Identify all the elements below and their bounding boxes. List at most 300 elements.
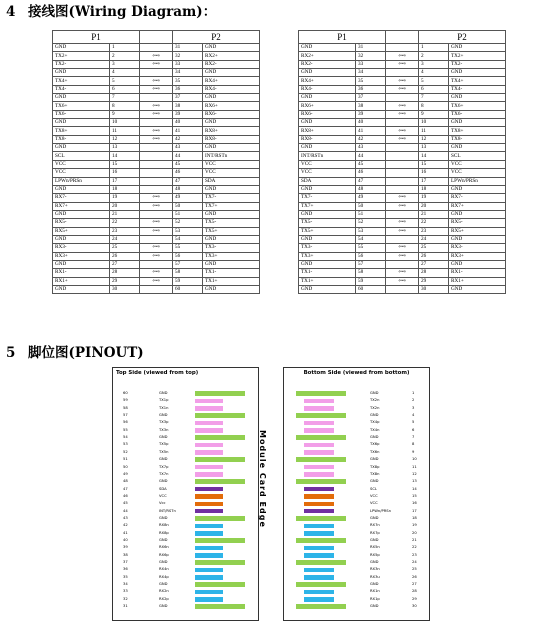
p1-pin: 25 — [110, 244, 140, 252]
gnd-pad — [296, 457, 346, 462]
wiring-row — [299, 260, 506, 268]
wiring-row — [53, 94, 260, 102]
p1-pin: 22 — [110, 219, 140, 227]
p2-pin: 46 — [173, 169, 203, 177]
p1-pin: 54 — [356, 235, 386, 243]
p2-pin: 59 — [173, 277, 203, 285]
pin-name: RX6n — [159, 545, 169, 550]
section-5-heading — [6, 341, 144, 361]
top-side-title: Top Side (viewed from top) — [116, 370, 199, 376]
wiring-table-left — [52, 30, 260, 294]
wiring-row — [53, 194, 260, 202]
pin-name: GND — [370, 457, 379, 462]
pin-number: 44 — [123, 508, 128, 513]
pin-name: RX4p — [159, 574, 169, 579]
gnd-pad — [195, 413, 245, 418]
p1-pin: 45 — [356, 160, 386, 168]
link-arrow: ⇦⇨ — [386, 219, 419, 227]
link-arrow: ⇦⇨ — [386, 52, 419, 60]
p1-pin: 8 — [110, 102, 140, 110]
pin-number: 2 — [412, 398, 415, 403]
p2-pin: 28 — [419, 269, 449, 277]
wiring-row — [53, 127, 260, 135]
p1-signal: RX8- — [299, 135, 356, 143]
link-arrow: ⇦⇨ — [386, 77, 419, 85]
pin-row — [284, 397, 429, 404]
wiring-row — [299, 110, 506, 118]
p2-signal: GND — [203, 285, 260, 293]
link-arrow: ⇦⇨ — [386, 127, 419, 135]
pin-row — [284, 427, 429, 434]
p2-pin: 57 — [173, 260, 203, 268]
pin-row — [113, 478, 258, 485]
p1-signal: RX1- — [53, 269, 110, 277]
p1-signal: TX4+ — [53, 77, 110, 85]
p2-signal: RX5+ — [449, 227, 506, 235]
wiring-row — [53, 260, 260, 268]
pin-row — [113, 441, 258, 448]
p1-signal: LPWn/PRSn — [53, 177, 110, 185]
link-arrow — [386, 94, 419, 102]
p1-signal: RX2+ — [299, 52, 356, 60]
wiring-row — [299, 185, 506, 193]
p2-pin: 34 — [173, 69, 203, 77]
pin-number: 49 — [123, 471, 128, 476]
p1-pin: 26 — [110, 252, 140, 260]
signal-pad — [195, 487, 223, 492]
pin-row — [284, 596, 429, 603]
pin-name: GND — [370, 604, 379, 609]
module-card-edge — [258, 430, 280, 600]
wiring-row — [299, 177, 506, 185]
wiring-row — [299, 285, 506, 293]
gnd-pad — [195, 516, 245, 521]
p1-signal: GND — [299, 44, 356, 52]
pin-row — [284, 478, 429, 485]
signal-pad — [195, 531, 223, 536]
link-arrow — [386, 285, 419, 293]
pin-row — [113, 581, 258, 588]
p1-signal: VCC — [53, 169, 110, 177]
pin-name: GND — [370, 479, 379, 484]
p1-pin: 5 — [110, 77, 140, 85]
wiring-row — [53, 269, 260, 277]
p2-pin: 54 — [173, 235, 203, 243]
pin-number: 23 — [412, 552, 417, 557]
p1-signal: RX8+ — [299, 127, 356, 135]
pin-row — [284, 390, 429, 397]
pin-number: 14 — [412, 486, 417, 491]
pin-row — [113, 390, 258, 397]
pin-row — [113, 603, 258, 610]
p1-signal: VCC — [299, 169, 356, 177]
p2-pin: 14 — [419, 152, 449, 160]
link-arrow — [140, 285, 173, 293]
pin-number: 48 — [123, 479, 128, 484]
pin-number: 6 — [412, 427, 415, 432]
p1-signal: GND — [53, 144, 110, 152]
pin-name: TX1n — [159, 405, 169, 410]
wiring-row — [299, 160, 506, 168]
pin-name: TX6n — [370, 449, 380, 454]
p1-signal: RX6+ — [299, 102, 356, 110]
signal-pad — [304, 546, 334, 551]
wiring-row — [53, 244, 260, 252]
link-arrow — [386, 169, 419, 177]
p1-pin: 3 — [110, 60, 140, 68]
pin-name: TX4p — [370, 420, 380, 425]
link-arrow: ⇦⇨ — [386, 110, 419, 118]
signal-pad — [304, 590, 334, 595]
p2-signal: SCL — [449, 152, 506, 160]
p1-signal: RX7+ — [53, 202, 110, 210]
pin-row — [284, 522, 429, 529]
p2-signal: VCC — [449, 160, 506, 168]
pin-number: 55 — [123, 427, 128, 432]
link-arrow: ⇦⇨ — [140, 110, 173, 118]
pin-row — [284, 581, 429, 588]
p2-header: P2 — [419, 31, 506, 44]
p1-signal: TX6+ — [53, 102, 110, 110]
link-arrow: ⇦⇨ — [386, 85, 419, 93]
signal-pad — [304, 450, 334, 455]
signal-pad — [304, 406, 334, 411]
link-arrow — [386, 260, 419, 268]
p1-pin: 24 — [110, 235, 140, 243]
pin-name: RX3u — [370, 574, 380, 579]
pin-number: 35 — [123, 574, 128, 579]
wiring-row — [299, 144, 506, 152]
signal-pad — [195, 472, 223, 477]
wiring-row — [299, 210, 506, 218]
p2-signal: TX5- — [203, 219, 260, 227]
pin-name: RX2n — [159, 589, 169, 594]
pin-row — [284, 405, 429, 412]
link-arrow — [386, 160, 419, 168]
p1-signal: GND — [299, 260, 356, 268]
wiring-row — [53, 152, 260, 160]
p1-pin: 10 — [110, 119, 140, 127]
pin-name: VCC — [370, 493, 378, 498]
pin-name: GND — [370, 391, 379, 395]
p1-pin: 7 — [110, 94, 140, 102]
signal-pad — [195, 428, 223, 433]
p1-pin: 20 — [110, 202, 140, 210]
link-arrow — [140, 177, 173, 185]
p2-pin: 23 — [419, 227, 449, 235]
p1-pin: 51 — [356, 210, 386, 218]
p1-pin: 12 — [110, 135, 140, 143]
signal-pad — [195, 509, 223, 514]
pin-number: 38 — [123, 552, 128, 557]
link-arrow — [386, 152, 419, 160]
wiring-row — [53, 227, 260, 235]
pin-name: GND — [370, 435, 379, 440]
p2-signal: TX2- — [449, 60, 506, 68]
pin-row — [113, 464, 258, 471]
pin-number: 28 — [412, 589, 417, 594]
gnd-pad — [296, 413, 346, 418]
signal-pad — [304, 509, 334, 514]
p1-signal: RX1+ — [53, 277, 110, 285]
link-arrow — [140, 169, 173, 177]
p2-pin: 3 — [419, 60, 449, 68]
p1-pin: 6 — [110, 85, 140, 93]
top-side-pinout — [112, 367, 259, 621]
pin-name: GND — [370, 560, 379, 565]
p2-pin: 5 — [419, 77, 449, 85]
pin-name: TX5n — [159, 449, 169, 454]
wiring-row — [53, 85, 260, 93]
p1-signal: GND — [53, 210, 110, 218]
p1-signal: SDA — [299, 177, 356, 185]
pin-row — [284, 552, 429, 559]
p2-signal: RX2+ — [203, 52, 260, 60]
wiring-row — [53, 110, 260, 118]
pin-number: 16 — [412, 501, 417, 506]
p2-pin: 1 — [419, 44, 449, 52]
pin-name: GND — [159, 435, 168, 440]
pin-row — [284, 537, 429, 544]
pin-row — [284, 464, 429, 471]
pin-name: RX6p — [159, 552, 169, 557]
p1-signal: TX3- — [299, 244, 356, 252]
gnd-pad — [296, 435, 346, 440]
section-5-number: 5 — [6, 345, 16, 361]
p2-pin: 32 — [173, 52, 203, 60]
pin-row — [284, 456, 429, 463]
p1-signal: GND — [53, 44, 110, 52]
pin-name: RX1p — [370, 596, 380, 601]
link-arrow: ⇦⇨ — [140, 102, 173, 110]
pin-row — [113, 405, 258, 412]
pin-number: 40 — [123, 538, 128, 542]
p2-signal: RX2- — [203, 60, 260, 68]
pin-number: 24 — [412, 560, 417, 565]
pin-name: VCC — [370, 501, 378, 506]
signal-pad — [304, 487, 334, 492]
wiring-row — [299, 252, 506, 260]
p1-pin: 21 — [110, 210, 140, 218]
p2-signal: GND — [203, 260, 260, 268]
pin-row — [284, 515, 429, 522]
p2-signal: RX1- — [449, 269, 506, 277]
wiring-row — [53, 119, 260, 127]
p1-pin: 13 — [110, 144, 140, 152]
signal-pad — [195, 553, 223, 558]
wiring-row — [299, 44, 506, 52]
pin-number: 7 — [412, 435, 415, 440]
gnd-pad — [195, 391, 245, 396]
signal-pad — [195, 443, 223, 448]
pin-number: 17 — [412, 508, 417, 513]
p1-pin: 55 — [356, 244, 386, 252]
p1-pin: 49 — [356, 194, 386, 202]
p2-pin: 18 — [419, 185, 449, 193]
signal-pad — [195, 575, 223, 580]
pin-name: RX2p — [159, 596, 169, 601]
pin-number: 32 — [123, 596, 128, 601]
link-arrow: ⇦⇨ — [140, 252, 173, 260]
pin-row — [113, 493, 258, 500]
signal-pad — [195, 421, 223, 426]
p2-signal: TX3- — [203, 244, 260, 252]
p1-pin: 40 — [356, 119, 386, 127]
gnd-pad — [296, 582, 346, 587]
p1-pin: 18 — [110, 185, 140, 193]
pin-number: 39 — [123, 545, 128, 550]
pin-name: TX3p — [159, 420, 169, 425]
p1-signal: GND — [299, 94, 356, 102]
pin-row — [284, 603, 429, 610]
section-4-heading — [6, 0, 216, 20]
p2-pin: 35 — [173, 77, 203, 85]
p1-signal: GND — [299, 119, 356, 127]
p1-pin: 37 — [356, 94, 386, 102]
pin-row — [113, 434, 258, 441]
p1-signal: GND — [299, 285, 356, 293]
p1-pin: 23 — [110, 227, 140, 235]
p2-pin: 30 — [419, 285, 449, 293]
pin-number: 10 — [412, 457, 417, 462]
signal-pad — [195, 590, 223, 595]
p2-pin: 27 — [419, 260, 449, 268]
p1-signal: TX8- — [53, 135, 110, 143]
link-arrow — [386, 119, 419, 127]
p1-pin: 52 — [356, 219, 386, 227]
pin-number: 58 — [123, 405, 128, 410]
pin-row — [284, 441, 429, 448]
p2-signal: GND — [449, 285, 506, 293]
p2-signal: GND — [203, 69, 260, 77]
p2-signal: GND — [203, 94, 260, 102]
pin-row — [284, 588, 429, 595]
wiring-row — [299, 152, 506, 160]
pin-name: RX3n — [370, 567, 380, 572]
pin-name: RX7p — [370, 530, 380, 535]
pin-row — [284, 508, 429, 515]
p2-pin: 43 — [173, 144, 203, 152]
pin-row — [113, 508, 258, 515]
signal-pad — [304, 428, 334, 433]
p1-signal: TX1+ — [299, 277, 356, 285]
p2-pin: 40 — [173, 119, 203, 127]
pin-number: 25 — [412, 567, 417, 572]
wiring-row — [53, 135, 260, 143]
pin-row — [113, 486, 258, 493]
pin-number: 54 — [123, 435, 128, 440]
gnd-pad — [296, 479, 346, 484]
p2-pin: 51 — [173, 210, 203, 218]
p2-pin: 42 — [173, 135, 203, 143]
gnd-pad — [296, 538, 346, 543]
wiring-row — [53, 69, 260, 77]
p2-signal: RX7- — [449, 194, 506, 202]
gnd-pad — [296, 391, 346, 396]
pin-number: 20 — [412, 530, 417, 535]
link-arrow: ⇦⇨ — [140, 52, 173, 60]
wiring-row — [53, 144, 260, 152]
signal-pad — [304, 568, 334, 573]
wiring-row — [299, 235, 506, 243]
pin-row — [113, 552, 258, 559]
pin-row — [284, 412, 429, 419]
link-arrow: ⇦⇨ — [386, 244, 419, 252]
p1-pin: 30 — [110, 285, 140, 293]
p1-signal: GND — [299, 144, 356, 152]
p2-signal: TX8+ — [449, 127, 506, 135]
pin-number: 31 — [123, 604, 128, 609]
signal-pad — [195, 399, 223, 404]
p2-pin: 24 — [419, 235, 449, 243]
p2-pin: 44 — [173, 152, 203, 160]
p2-signal: GND — [449, 210, 506, 218]
gnd-pad — [195, 604, 245, 609]
pin-row — [113, 596, 258, 603]
signal-pad — [195, 568, 223, 573]
pin-row — [113, 566, 258, 573]
p1-pin: 17 — [110, 177, 140, 185]
pin-name: SDA — [159, 486, 167, 491]
p1-pin: 57 — [356, 260, 386, 268]
p1-signal: RX5- — [53, 219, 110, 227]
wiring-row — [53, 252, 260, 260]
p2-signal: RX7+ — [449, 202, 506, 210]
wiring-row — [53, 277, 260, 285]
wiring-row — [53, 202, 260, 210]
pin-name: VCC — [159, 493, 167, 498]
p2-signal: TX2+ — [449, 52, 506, 60]
pin-number: 4 — [412, 413, 415, 418]
p1-pin: 53 — [356, 227, 386, 235]
p2-pin: 36 — [173, 85, 203, 93]
pin-name: RX8n — [159, 523, 169, 528]
link-arrow: ⇦⇨ — [386, 102, 419, 110]
pin-number: 33 — [123, 589, 128, 594]
p2-signal: TX6+ — [449, 102, 506, 110]
link-arrow — [140, 185, 173, 193]
pin-name: RX8p — [159, 530, 169, 535]
p1-pin: 2 — [110, 52, 140, 60]
p1-signal: RX3+ — [53, 252, 110, 260]
pin-number: 29 — [412, 596, 417, 601]
pin-name: TX4n — [370, 427, 380, 432]
pin-number: 45 — [123, 501, 128, 506]
gnd-pad — [195, 582, 245, 587]
p1-pin: 14 — [110, 152, 140, 160]
pin-name: GND — [159, 457, 168, 462]
link-arrow — [140, 69, 173, 77]
pin-name: TX2n — [370, 405, 380, 410]
wiring-row — [299, 227, 506, 235]
p2-pin: 21 — [419, 210, 449, 218]
pin-name: RX5n — [370, 545, 380, 550]
p1-signal: TX7- — [299, 194, 356, 202]
signal-pad — [195, 450, 223, 455]
wiring-table-right — [298, 30, 506, 294]
pin-name: TX7n — [159, 471, 169, 476]
pin-row — [113, 522, 258, 529]
pin-name: TX8n — [370, 471, 380, 476]
p1-pin: 29 — [110, 277, 140, 285]
pin-number: 41 — [123, 530, 128, 535]
p2-signal: TX1+ — [203, 277, 260, 285]
link-arrow: ⇦⇨ — [386, 252, 419, 260]
signal-pad — [304, 597, 334, 602]
p1-signal: GND — [53, 94, 110, 102]
p1-signal: TX2+ — [53, 52, 110, 60]
p1-signal: SCL — [53, 152, 110, 160]
